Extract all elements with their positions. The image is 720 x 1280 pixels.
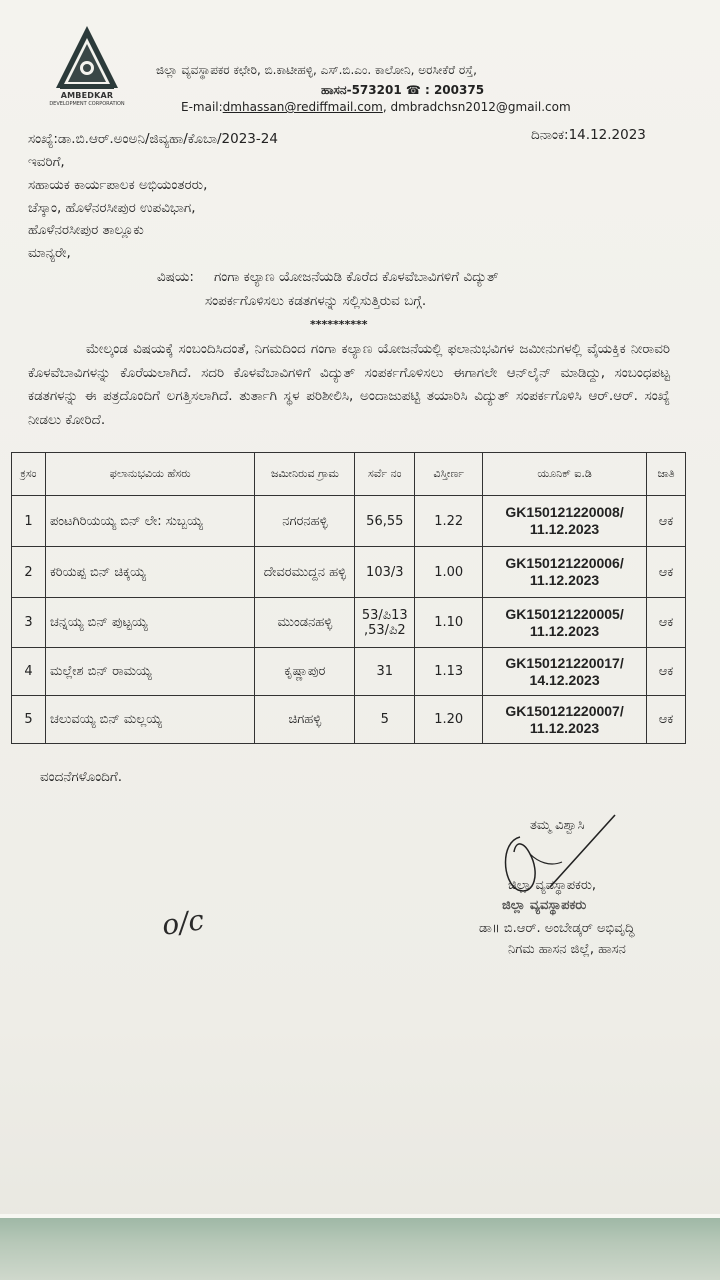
uid-number: GK150121220007/ <box>505 702 624 719</box>
table-row <box>12 496 686 547</box>
signatory-place: ನಿಗಮ ಹಾಸನ ಜಿಲ್ಲೆ, ಹಾಸನ <box>508 942 626 957</box>
reference-number: ಸಂಖ್ಯೆ:ಡಾ.ಬಿ.ಆರ್.ಅಂಅನಿ/ಜಿವ್ಯಹಾ/ಕೊಬಾ/2023-24 <box>28 131 278 147</box>
uid-number: GK150121220005/ <box>505 605 624 622</box>
email-label: E-mail: <box>181 100 223 114</box>
table-row <box>12 598 686 648</box>
cell-sl: 4 <box>12 648 46 696</box>
cell-survey: 31 <box>355 648 415 696</box>
cell-area: 1.22 <box>415 496 483 547</box>
table-row <box>12 648 686 696</box>
cell-name: ಕರಿಯಪ್ಪ ಬಿನ್ ಚಿಕ್ಕಯ್ಯ <box>45 547 254 598</box>
uid-date: 11.12.2023 <box>529 622 600 639</box>
cell-survey: 5 <box>355 696 415 744</box>
cell-uid <box>483 598 647 648</box>
cell-area: 1.13 <box>415 648 483 696</box>
uid-number: GK150121220017/ <box>505 654 624 671</box>
margin-note: o/c <box>159 903 207 942</box>
col-header-survey: ಸರ್ವೆ ನಂ <box>355 453 415 496</box>
uid-number: GK150121220008/ <box>505 504 624 520</box>
cell-sl: 2 <box>12 547 46 598</box>
cell-caste: ಆಕ <box>647 547 686 598</box>
cell-village: ಕೃಷ್ಣಾಪುರ <box>255 648 355 696</box>
cell-sl: 1 <box>12 496 46 547</box>
cell-caste: ಆಕ <box>647 648 686 696</box>
cell-caste: ಆಕ <box>647 496 686 547</box>
table-row <box>12 547 686 598</box>
cell-survey: 53/ಪಿ13 ,53/ಪಿ2 <box>355 598 415 648</box>
addressee-designation: ಸಹಾಯಕ ಕಾರ್ಯಪಾಲಕ ಅಭಿಯಂತರರು, <box>28 177 208 193</box>
cell-caste: ಆಕ <box>647 696 686 744</box>
cell-name: ಪಂಟಗಿರಿಯಯ್ಯ ಬಿನ್ ಲೇ: ಸುಬ್ಬಯ್ಯ <box>45 496 254 547</box>
cell-name: ಚಲುವಯ್ಯ ಬಿನ್ ಮಲ್ಲಯ್ಯ <box>45 696 254 744</box>
salutation: ಮಾನ್ಯರೇ, <box>28 245 71 261</box>
uid-date: 11.12.2023 <box>529 719 600 736</box>
cell-name: ಮಲ್ಲೇಶ ಬಿನ್ ರಾಮಯ್ಯ <box>45 648 254 696</box>
cell-uid <box>483 648 647 696</box>
email-link-1[interactable]: dmhassan@rediffmail.com <box>222 100 383 114</box>
cell-village: ಮುಂಡನಹಳ್ಳಿ <box>255 598 355 648</box>
cell-uid <box>483 496 647 547</box>
cell-area: 1.20 <box>415 696 483 744</box>
col-header-name: ಫಲಾನುಭವಿಯ ಹೆಸರು <box>45 453 254 496</box>
subject-label: ವಿಷಯ: <box>157 269 194 285</box>
cell-uid <box>483 547 647 598</box>
subject-line-2: ಸಂಪರ್ಕಗೊಳಿಸಲು ಕಡತಗಳನ್ನು ಸಲ್ಲಿಸುತ್ತಿರುವ ಬಗ್ಗೆ. <box>205 293 427 309</box>
closing-thanks: ವಂದನೆಗಳೊಂದಿಗೆ. <box>40 769 123 785</box>
closing-yours: ತಮ್ಮ ವಿಶ್ವಾಸಿ <box>530 818 585 833</box>
background-surface <box>0 1218 720 1280</box>
signatory-designation: ಜಿಲ್ಲಾ ವ್ಯವಸ್ಥಾಪಕರು, <box>508 878 597 893</box>
col-header-caste: ಜಾತಿ <box>647 453 686 496</box>
logo-text: AMBEDKAR <box>60 91 114 100</box>
email-line <box>181 100 571 114</box>
col-header-sl: ಕ್ರಸಂ <box>12 453 46 496</box>
table-header-row <box>12 453 686 496</box>
signatory-org: ಡಾ॥ ಬಿ.ಆರ್. ಅಂಬೇಡ್ಕರ್ ಅಭಿವೃದ್ಧಿ <box>479 921 635 936</box>
city-phone-line: ಹಾಸನ-573201 ☎ : 200375 <box>321 83 485 97</box>
beneficiary-table <box>11 452 686 744</box>
col-header-uid: ಯೂನಿಕ್ ಐ.ಡಿ <box>483 453 647 496</box>
uid-date: 11.12.2023 <box>529 572 600 588</box>
office-address: ಜಿಲ್ಲಾ ವ್ಯವಸ್ಥಾಪಕರ ಕಛೇರಿ, ಬಿ.ಕಾಟೀಹಳ್ಳಿ, ಎಸ್.ಬಿ.ಎಂ. ಕಾಲೋನಿ, ಅರಸೀಕೆರೆ ರಸ್ತೆ, <box>156 63 477 77</box>
email-separator: , <box>382 100 391 114</box>
cell-survey: 103/3 <box>355 547 415 598</box>
addressee-taluk: ಹೊಳೆನರಸೀಪುರ ತಾಲ್ಲೂಕು <box>28 222 144 238</box>
col-header-village: ಜಮೀನಿರುವ ಗ್ರಾಮ <box>255 453 355 496</box>
cell-area: 1.10 <box>415 598 483 648</box>
email-link-2[interactable]: dmbradchsn2012@gmail.com <box>390 100 571 114</box>
cell-name: ಚನ್ನಯ್ಯ ಬಿನ್ ಪುಟ್ಟಯ್ಯ <box>45 598 254 648</box>
subject-line-1: ಗಂಗಾ ಕಲ್ಯಾಣ ಯೋಜನೆಯಡಿ ಕೊರೆದ ಕೊಳವೆಬಾವಿಗಳಿಗೆ ವಿದ್ಯುತ್ <box>214 269 499 285</box>
table-row <box>12 696 686 744</box>
cell-village: ದೇವರಮುದ್ದನ ಹಳ್ಳಿ <box>255 547 355 598</box>
body-paragraph: ಮೇಲ್ಕಂಡ ವಿಷಯಕ್ಕೆ ಸಂಬಂದಿಸಿದಂತೆ, ನಿಗಮದಿಂದ ಗಂಗಾ ಕಲ್ಯಾಣ ಯೋಜನೆಯಲ್ಲಿ ಫಲಾನುಭವಿಗಳ ಜಮೀನುಗಳಲ್ಲಿ ವೈಯಕ್ತಿಕ ನೀರಾವರಿ ಕೊಳವೆಬಾವಿಗಳನ್ನು ಕೊರೆಯಲಾಗಿದೆ. ಸದರಿ ಕೊಳವೆಬಾವಿಗಳಿಗೆ ವಿದ್ಯುತ್ ಸಂಪರ್ಕಗೊಳಿಸಲು ಈಗಾಗಲೇ ಆನ್‌ಲೈನ್ ಮಾಡಿದ್ದು, ಸಂಬಂಧಪಟ್ಟ ಕಡತಗಳನ್ನು ಈ ಪತ್ರದೊಂದಿಗೆ ಲಗತ್ತಿಸಲಾಗಿದೆ. ತುರ್ತಾಗಿ ಸ್ಥಳ ಪರಿಶೀಲಿಸಿ, ಅಂದಾಜುಪಟ್ಟಿ ತಯಾರಿಸಿ ವಿದ್ಯುತ್ ಸಂಪರ್ಕಗೊಳಿಸಿ ಆರ್.ಆರ್. ಸಂಖ್ಯೆ ನೀಡಲು ಕೋರಿದೆ. <box>28 341 670 428</box>
addressee-office: ಚೆಸ್ಕಾಂ, ಹೊಳೆನರಸೀಪುರ ಉಪವಿಭಾಗ, <box>28 200 196 216</box>
letter-date: ದಿನಾಂಕ:14.12.2023 <box>531 127 646 143</box>
separator-stars: ********** <box>310 318 368 331</box>
addressee-to: ಇವರಿಗೆ, <box>28 154 65 170</box>
cell-village: ಚಿಗಹಳ್ಳಿ <box>255 696 355 744</box>
cell-survey: 56,55 <box>355 496 415 547</box>
logo-subtext: DEVELOPMENT CORPORATION <box>49 101 125 107</box>
uid-date: 11.12.2023 <box>529 521 600 537</box>
cell-uid <box>483 696 647 744</box>
cell-area: 1.00 <box>415 547 483 598</box>
cell-caste: ಆಕ <box>647 598 686 648</box>
uid-number: GK150121220006/ <box>505 555 624 571</box>
cell-sl: 3 <box>12 598 46 648</box>
cell-sl: 5 <box>12 696 46 744</box>
signatory-stamp: ಜಿಲ್ಲಾ ವ್ಯವಸ್ಥಾಪಕರು <box>502 898 587 913</box>
col-header-area: ವಿಸ್ತೀರ್ಣ <box>415 453 483 496</box>
uid-date: 14.12.2023 <box>529 671 600 688</box>
cell-village: ನಗರನಹಳ್ಳಿ <box>255 496 355 547</box>
